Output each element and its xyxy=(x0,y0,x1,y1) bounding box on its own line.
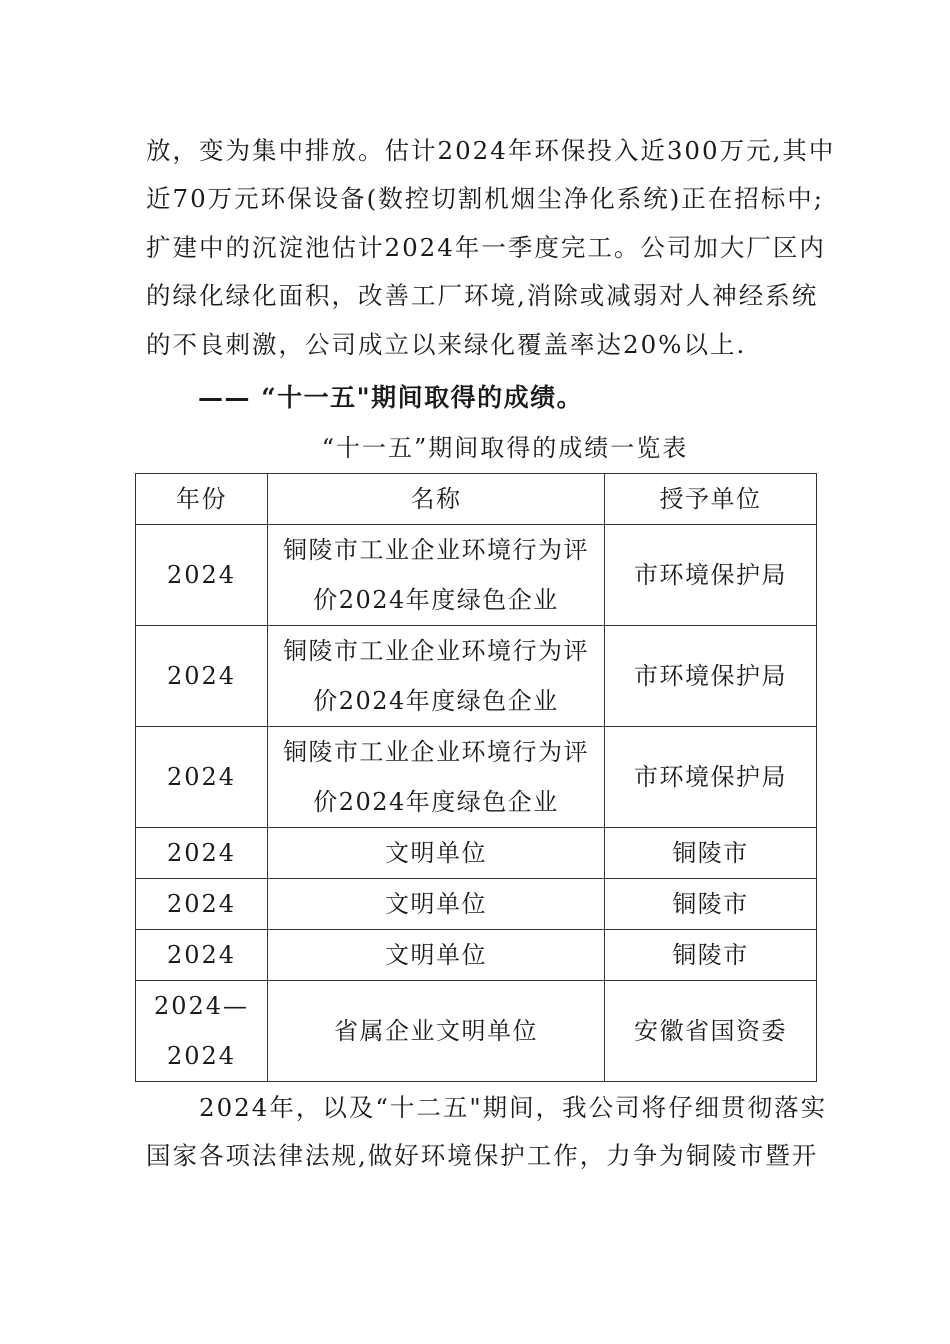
year-cell: 2024 xyxy=(136,879,268,930)
paragraph-line: 国家各项法律法规,做好环境保护工作，力争为铜陵市暨开 xyxy=(146,1141,819,1171)
section-heading: —— “十一五"期间取得的成绩。 xyxy=(198,383,584,412)
name-cell: 文明单位 xyxy=(268,930,605,981)
table-row xyxy=(136,626,817,727)
issuer-cell: 铜陵市 xyxy=(605,879,817,930)
name-line: 价2024年度绿色企业 xyxy=(313,788,559,816)
year-cell: 2024 xyxy=(136,930,268,981)
issuer-cell: 安徽省国资委 xyxy=(605,981,817,1082)
table-row xyxy=(136,981,817,1082)
year-cell: 2024 xyxy=(136,525,268,626)
header-name: 名称 xyxy=(268,474,605,525)
name-cell xyxy=(268,727,605,828)
name-cell: 省属企业文明单位 xyxy=(268,981,605,1082)
body-paragraph xyxy=(146,127,836,369)
body-paragraph xyxy=(146,1084,828,1181)
year-line: 2024— xyxy=(153,992,250,1020)
name-line: 价2024年度绿色企业 xyxy=(313,687,559,715)
paragraph-line: 扩建中的沉淀池估计2024年一季度完工。公司加大厂区内 xyxy=(146,232,826,262)
name-cell: 文明单位 xyxy=(268,879,605,930)
table-row xyxy=(136,879,817,930)
name-line: 铜陵市工业企业环境行为评 xyxy=(283,637,589,665)
header-issuer: 授予单位 xyxy=(605,474,817,525)
paragraph-line: 2024年，以及“十二五"期间，我公司将仔细贯彻落实 xyxy=(146,1093,828,1122)
table-row xyxy=(136,727,817,828)
issuer-cell: 市环境保护局 xyxy=(605,727,817,828)
name-line: 价2024年度绿色企业 xyxy=(313,586,559,614)
year-cell: 2024 xyxy=(136,626,268,727)
issuer-cell: 市环境保护局 xyxy=(605,626,817,727)
year-cell xyxy=(136,981,268,1082)
issuer-cell: 市环境保护局 xyxy=(605,525,817,626)
name-cell xyxy=(268,525,605,626)
table-caption: “十一五”期间取得的成绩一览表 xyxy=(321,434,689,462)
issuer-cell: 铜陵市 xyxy=(605,930,817,981)
name-line: 铜陵市工业企业环境行为评 xyxy=(283,738,589,766)
year-cell: 2024 xyxy=(136,727,268,828)
paragraph-line: 放，变为集中排放。估计2024年环保投入近300万元,其中 xyxy=(146,136,836,165)
paragraph-line: 的绿化绿化面积，改善工厂环境,消除或减弱对人神经系统 xyxy=(146,281,819,311)
year-line: 2024 xyxy=(166,1042,237,1070)
table-row xyxy=(136,930,817,981)
table-row xyxy=(136,525,817,626)
header-year: 年份 xyxy=(136,474,268,525)
year-cell: 2024 xyxy=(136,828,268,879)
name-cell xyxy=(268,626,605,727)
paragraph-line: 近70万元环保设备(数控切割机烟尘净化系统)正在招标中; xyxy=(146,184,825,214)
paragraph-line: 的不良刺激，公司成立以来绿化覆盖率达20%以上. xyxy=(146,329,747,359)
achievements-table xyxy=(135,473,817,1082)
table-header-row xyxy=(136,474,817,525)
table-row xyxy=(136,828,817,879)
name-cell: 文明单位 xyxy=(268,828,605,879)
issuer-cell: 铜陵市 xyxy=(605,828,817,879)
name-line: 铜陵市工业企业环境行为评 xyxy=(283,536,589,564)
